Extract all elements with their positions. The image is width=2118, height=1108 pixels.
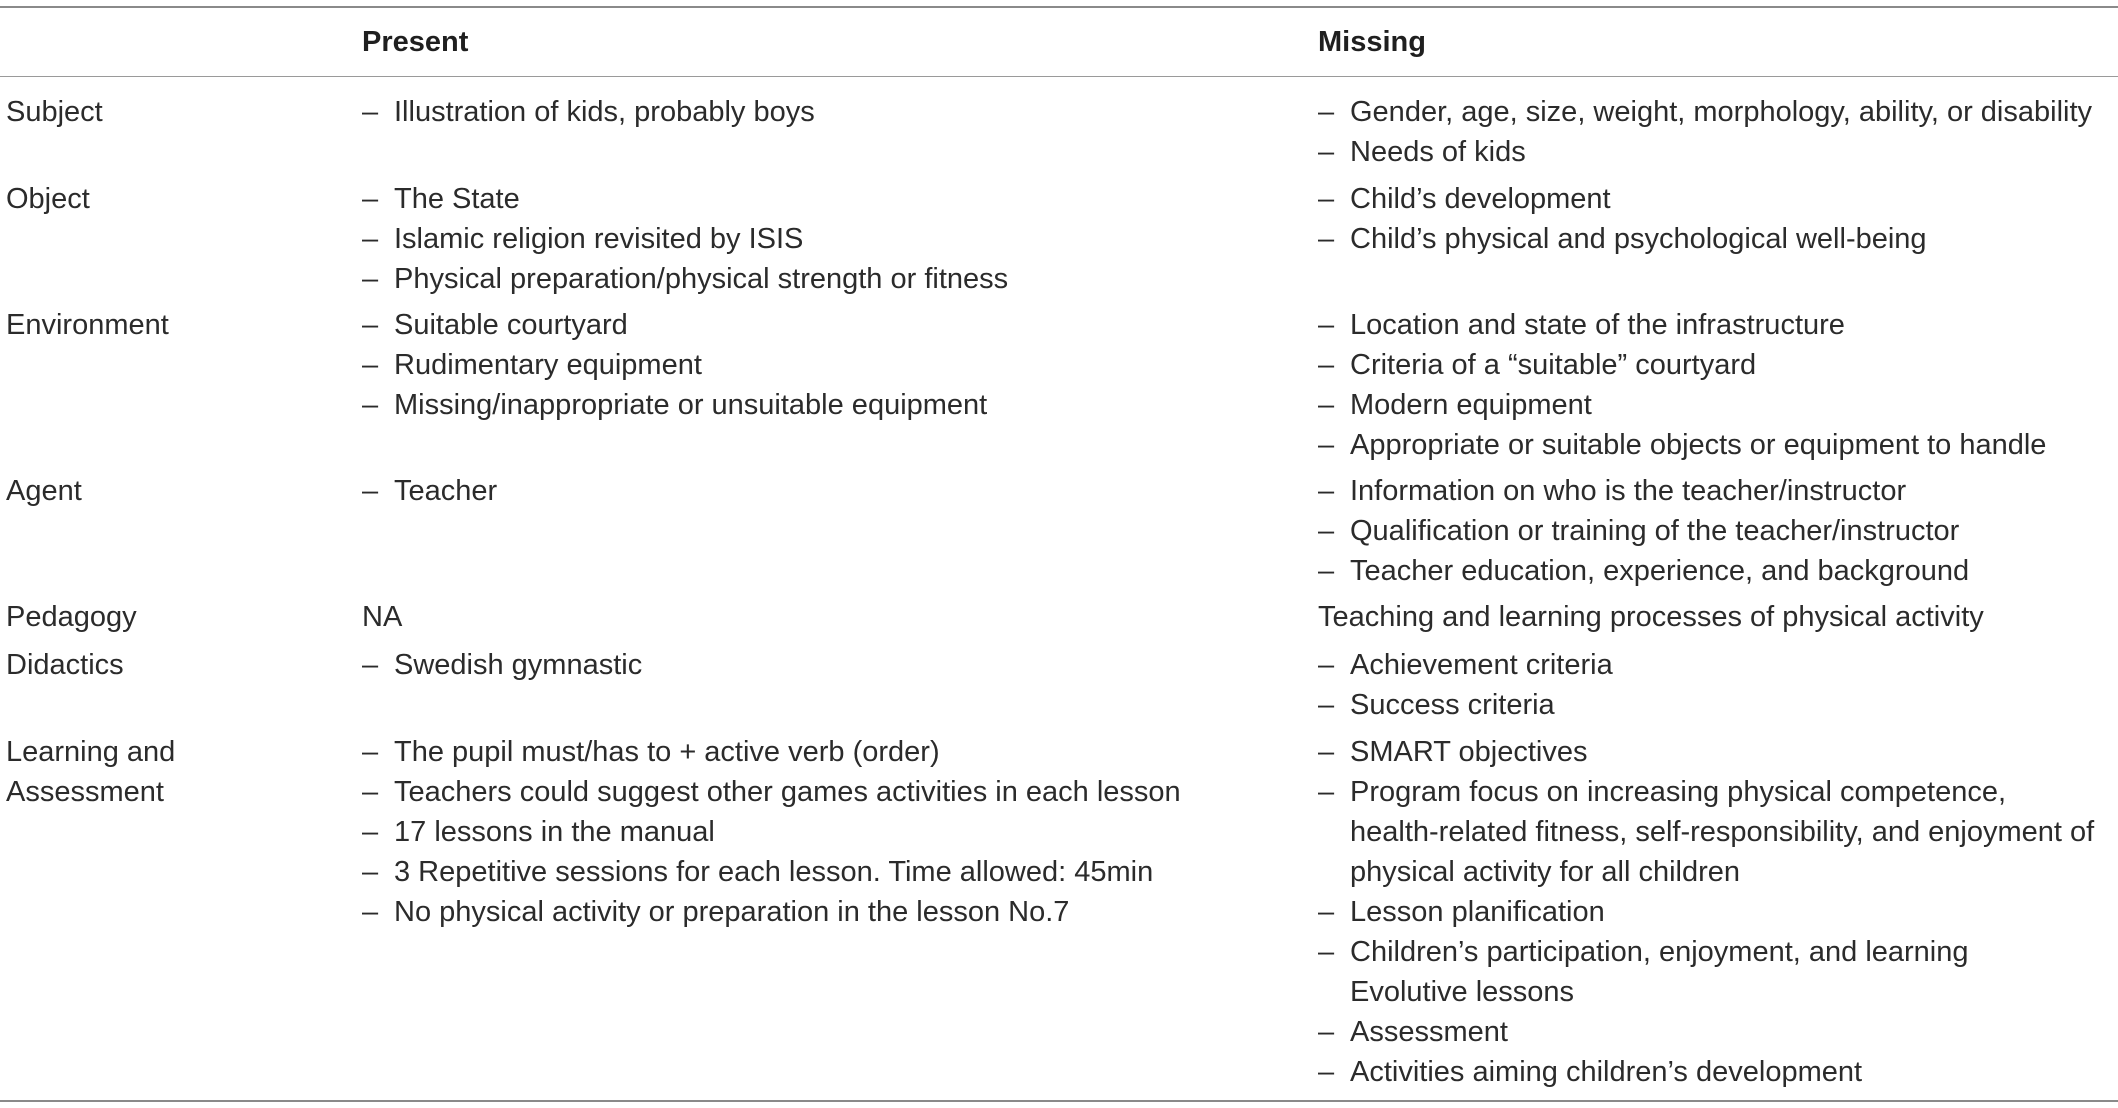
list-item: – Missing/inappropriate or unsuitable equipment	[362, 389, 988, 421]
row-present-didactics	[362, 645, 642, 685]
list-item: – No physical activity or preparation in the lesson No.7	[362, 896, 1070, 928]
row-missing-agent	[1318, 471, 1969, 591]
row-missing-subject	[1318, 92, 2092, 172]
row-present-subject	[362, 92, 815, 132]
list-item: – Child’s development	[1318, 183, 1611, 215]
list-item-continuation: physical activity for all children	[1350, 856, 1741, 888]
list-item: – Location and state of the infrastructure	[1318, 309, 1845, 341]
list-item: – Criteria of a “suitable” courtyard	[1318, 349, 1757, 381]
row-missing-pedagogy: Teaching and learning processes of physical activity	[1318, 601, 1984, 633]
list-item: – Child’s physical and psychological well-being	[1318, 223, 1927, 255]
row-present-object	[362, 179, 1008, 299]
list-item: – Activities aiming children’s development	[1318, 1056, 1863, 1088]
row-missing-didactics	[1318, 645, 1613, 725]
list-item: – Modern equipment	[1318, 389, 1592, 421]
table-top-rule	[0, 6, 2118, 8]
list-item: – Program focus on increasing physical competence,	[1318, 776, 2007, 808]
list-item-continuation: health-related fitness, self-responsibility, and enjoyment of	[1350, 816, 2095, 848]
row-missing-learning-assessment	[1318, 732, 2094, 1092]
list-item: – Qualification or training of the teacher/instructor	[1318, 515, 1960, 547]
list-item: – Gender, age, size, weight, morphology, ability, or disability	[1318, 96, 2093, 128]
row-label-subject: Subject	[6, 96, 103, 128]
list-item: – 3 Repetitive sessions for each lesson. Time allowed: 45min	[362, 856, 1154, 888]
row-missing-environment	[1318, 305, 2046, 465]
table-bottom-rule	[0, 1100, 2118, 1102]
list-item: – Success criteria	[1318, 689, 1555, 721]
list-item-continuation: Evolutive lessons	[1350, 976, 1575, 1008]
row-present-learning-assessment	[362, 732, 1181, 932]
list-item: – Appropriate or suitable objects or equipment to handle	[1318, 429, 2047, 461]
list-item: – The pupil must/has to + active verb (order)	[362, 736, 940, 768]
list-item: – SMART objectives	[1318, 736, 1588, 768]
row-label-object: Object	[6, 183, 90, 215]
list-item: – Teacher education, experience, and background	[1318, 555, 1970, 587]
row-present-pedagogy: NA	[362, 601, 403, 633]
list-item: – Information on who is the teacher/instructor	[1318, 475, 1907, 507]
row-missing-object	[1318, 179, 1927, 259]
list-item: – Suitable courtyard	[362, 309, 628, 341]
list-item: – Illustration of kids, probably boys	[362, 96, 815, 128]
row-present-agent	[362, 471, 497, 511]
row-label-agent: Agent	[6, 475, 82, 507]
list-item: – Teacher	[362, 475, 498, 507]
column-header-present: Present	[362, 26, 469, 58]
list-item: – Rudimentary equipment	[362, 349, 702, 381]
row-present-environment	[362, 305, 987, 425]
row-label-didactics: Didactics	[6, 649, 124, 681]
list-item: – The State	[362, 183, 520, 215]
list-item: – 17 lessons in the manual	[362, 816, 715, 848]
header-rule	[0, 76, 2118, 77]
column-header-missing: Missing	[1318, 26, 1426, 58]
list-item: – Assessment	[1318, 1016, 1508, 1048]
list-item: – Needs of kids	[1318, 136, 1526, 168]
list-item: – Islamic religion revisited by ISIS	[362, 223, 804, 255]
row-label-pedagogy: Pedagogy	[6, 601, 137, 633]
list-item: – Lesson planification	[1318, 896, 1605, 928]
list-item: – Children’s participation, enjoyment, and learning	[1318, 936, 1969, 968]
list-item: – Achievement criteria	[1318, 649, 1613, 681]
row-label-environment: Environment	[6, 309, 169, 341]
list-item: – Teachers could suggest other games activities in each lesson	[362, 776, 1181, 808]
list-item: – Swedish gymnastic	[362, 649, 643, 681]
list-item: – Physical preparation/physical strength or fitness	[362, 263, 1009, 295]
row-label-learning-assessment: Learning and Assessment	[6, 736, 176, 808]
